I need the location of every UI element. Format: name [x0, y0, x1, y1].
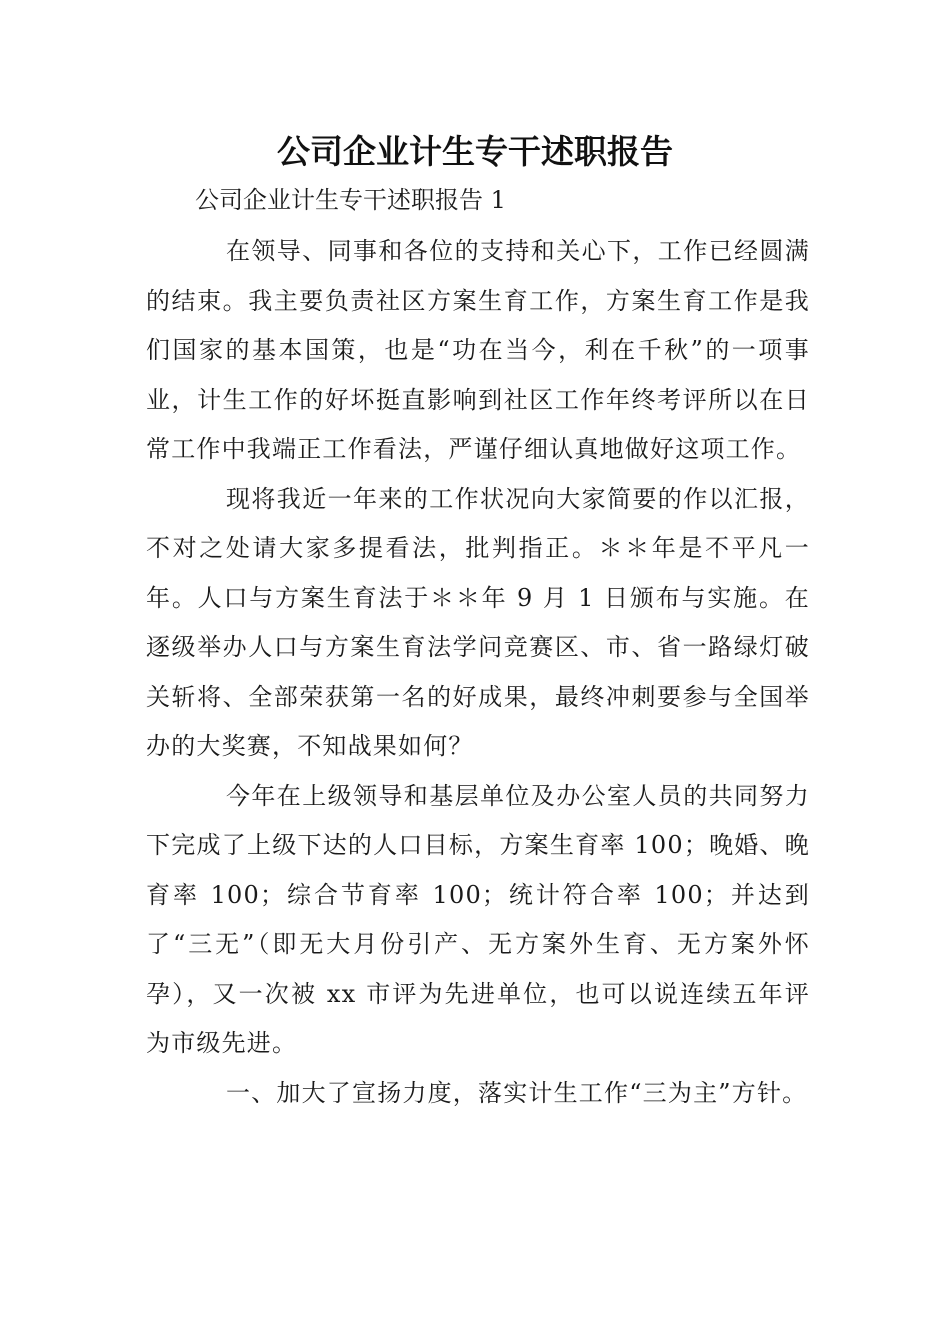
paragraph-1: 在领导、同事和各位的支持和关心下，工作已经圆满的结束。我主要负责社区方案生育工作，方案生育工作是我们国家的基本国策，也是“功在当今，利在千秋”的一项事业，计生工作的好坏挺直影响到社区工作年终考评所以在日常工作中我端正工作看法，严谨仔细认真地做好这项工作。 [146, 237, 810, 463]
document-title: 公司企业计生专干述职报告 [277, 132, 673, 171]
paragraph-2: 现将我近一年来的工作状况向大家简要的作以汇报，不对之处请大家多提看法，批判指正。＊＊年是不平凡一年。人口与方案生育法于＊＊年 9 月 1 日颁布与实施。在逐级举办人口与方案生育法学问竞赛区、市、省一路绿灯破关斩将、全部荣获第一名的好成果，最终冲刺要参与全国举办的大奖赛，不知战果如何？ [146, 484, 810, 760]
paragraph-3: 今年在上级领导和基层单位及办公室人员的共同努力下完成了上级下达的人口目标，方案生育率 100；晚婚、晚育率 100；综合节育率 100；统计符合率 100；并达到了“三无”（即无大月份引产、无方案外生育、无方案外怀孕），又一次被 xx 市评为先进单位，也可以说连续五年评为市级先进。 [146, 781, 810, 1057]
document-body [146, 227, 810, 1118]
document-subtitle: 公司企业计生专干述职报告 1 [195, 186, 506, 214]
paragraph-4: 一、加大了宣扬力度，落实计生工作“三为主”方针。 [226, 1078, 808, 1107]
